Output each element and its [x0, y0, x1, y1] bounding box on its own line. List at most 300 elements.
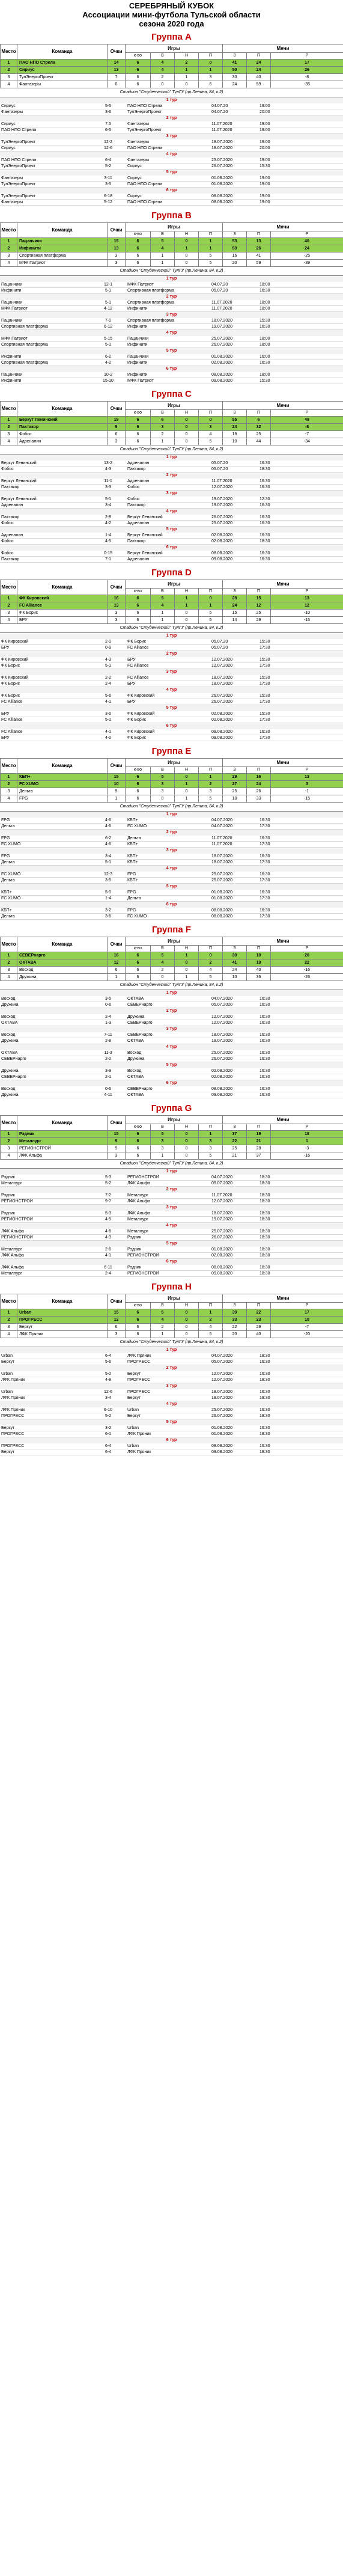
match-row: [0, 282, 343, 288]
match-row: [0, 842, 343, 848]
group-title: Группа D: [151, 568, 192, 578]
header-games-sub: П: [199, 1124, 223, 1131]
match-score: 6-18: [90, 194, 126, 200]
match-score: 5-1: [90, 497, 126, 503]
losses-cell: 1: [199, 245, 223, 252]
standings-row: [1, 595, 343, 602]
place-cell: 1: [1, 1309, 17, 1317]
tour-label: 5 тур: [0, 1419, 343, 1425]
header-points: Очки: [108, 759, 126, 774]
header-row: [1, 1294, 343, 1303]
points-cell: 3: [108, 438, 126, 445]
venue-label: Стадион "Студенческий" ТулГУ (пр.Ленина, 84, к.2): [120, 90, 223, 94]
match-date: 25.07.2020: [210, 1407, 258, 1413]
place-cell: 1: [1, 60, 17, 67]
away-team: РЕГИОНСТРОЙ: [126, 1253, 210, 1259]
home-team: БРУ: [0, 645, 90, 651]
match-date: 02.08.2020: [210, 539, 258, 545]
match-score: 4-6: [90, 1229, 126, 1235]
away-team: ОКТАВА: [126, 1092, 210, 1098]
header-points: Очки: [108, 223, 126, 238]
match-score: 6-10: [90, 1407, 126, 1413]
home-team: СЕВЕРнарго: [0, 1074, 90, 1080]
match-time: 16:30: [258, 729, 343, 735]
match-time: 16:30: [258, 533, 343, 539]
home-team: Спортивная платформа: [0, 360, 90, 366]
away-team: Рэдник: [126, 1235, 210, 1241]
match-row: [0, 1413, 343, 1419]
match-date: 04.07.20: [210, 103, 258, 109]
match-score: 4-2: [90, 521, 126, 527]
home-team: Пахтакор: [0, 485, 90, 491]
home-team: ПРОГРЕСС: [0, 1443, 90, 1449]
games-cell: 6: [126, 245, 151, 252]
away-team: Urban: [126, 1407, 210, 1413]
standings-table: [0, 758, 343, 803]
match-date: 05.07.20: [210, 460, 258, 467]
match-score: 4-5: [90, 1217, 126, 1223]
goal-diff-cell: 13: [271, 774, 343, 781]
goals-for-cell: 10: [223, 974, 247, 981]
match-time: 15:30: [258, 675, 343, 681]
goals-against-cell: 21: [247, 1138, 271, 1145]
match-time: 18:30: [258, 1449, 343, 1455]
goals-against-cell: 24: [247, 67, 271, 74]
away-team: ПАО НПО Стрела: [126, 182, 210, 188]
match-time: 18:30: [258, 1395, 343, 1401]
match-score: 0-15: [90, 551, 126, 557]
goals-against-cell: 59: [247, 81, 271, 88]
team-cell: ПАО НПО Стрела: [17, 60, 108, 67]
home-team: МФК Патриот: [0, 306, 90, 312]
match-time: 18:30: [258, 1211, 343, 1217]
goal-diff-cell: 22: [271, 959, 343, 967]
match-date: 04.07.2020: [210, 818, 258, 824]
team-cell: Пацанчики: [17, 238, 108, 245]
match-row: [0, 503, 343, 509]
home-team: ФК Борис: [0, 663, 90, 669]
match-date: 01.08.2020: [210, 896, 258, 902]
wins-cell: 5: [151, 595, 175, 602]
home-team: Спортивная платформа: [0, 324, 90, 330]
tour-row: [0, 651, 343, 657]
match-date: 11.07.2020: [210, 306, 258, 312]
header-team: Команда: [17, 1294, 108, 1309]
tour-row: [0, 848, 343, 854]
team-cell: КБП+: [17, 774, 108, 781]
header-goals-sub: П: [247, 231, 271, 238]
goals-for-cell: 24: [223, 81, 247, 88]
match-row: [0, 1092, 343, 1098]
draws-cell: 1: [175, 974, 199, 981]
match-date: 08.08.2020: [210, 908, 258, 914]
goals-for-cell: 30: [223, 952, 247, 959]
wins-cell: 6: [151, 417, 175, 424]
games-cell: 6: [126, 959, 151, 967]
match-time: 15:30: [258, 711, 343, 717]
match-date: 08.08.2020: [210, 194, 258, 200]
home-team: ФК Кировский: [0, 675, 90, 681]
group-title: Группа F: [151, 925, 192, 935]
goal-diff-cell: -25: [271, 252, 343, 260]
standings-row: [1, 1138, 343, 1145]
match-score: 10-2: [90, 372, 126, 378]
goal-diff-cell: -3: [271, 1145, 343, 1152]
match-time: 15:30: [258, 693, 343, 699]
match-date: 09.08.2020: [210, 1449, 258, 1455]
team-cell: РЕГИОНСТРОЙ: [17, 1145, 108, 1152]
match-row: [0, 699, 343, 705]
match-time: 16:30: [258, 515, 343, 521]
header-row: [1, 1116, 343, 1124]
match-row: [0, 657, 343, 663]
group-section: [0, 1102, 343, 1280]
away-team: Беркут: [126, 1395, 210, 1401]
match-date: 02.08.2020: [210, 1068, 258, 1074]
home-team: ТулЭнергоПроект: [0, 164, 90, 170]
points-cell: 3: [108, 617, 126, 624]
match-date: 25.07.2020: [210, 872, 258, 878]
header-team: Команда: [17, 223, 108, 238]
away-team: ПРОГРЕСС: [126, 1389, 210, 1395]
match-score: 6-4: [90, 1449, 126, 1455]
place-cell: 2: [1, 424, 17, 431]
away-team: Сириус: [126, 176, 210, 182]
match-row: [0, 854, 343, 860]
match-score: 0-9: [90, 645, 126, 651]
losses-cell: 0: [199, 60, 223, 67]
team-cell: ТулЭнергоПроект: [17, 74, 108, 81]
draws-cell: 1: [175, 952, 199, 959]
away-team: FC Alliance: [126, 675, 210, 681]
header-games-sub: П: [199, 946, 223, 952]
match-row: [0, 521, 343, 527]
match-time: 19:00: [258, 176, 343, 182]
away-team: МФК Патриот: [126, 282, 210, 288]
goal-diff-cell: -10: [271, 610, 343, 617]
place-cell: 4: [1, 974, 17, 981]
match-date: 18.07.2020: [210, 1032, 258, 1038]
tour-row: [0, 151, 343, 158]
goals-against-cell: 29: [247, 1324, 271, 1331]
header-place: Место: [1, 580, 17, 595]
standings-row: [1, 60, 343, 67]
standings-row: [1, 245, 343, 252]
tour-label: 2 тур: [0, 1365, 343, 1371]
away-team: Пацанчики: [126, 354, 210, 360]
match-time: 17:30: [258, 896, 343, 902]
match-time: 16:30: [258, 1389, 343, 1395]
home-team: ФК Кировский: [0, 657, 90, 663]
tour-label: 1 тур: [0, 990, 343, 996]
match-score: 3-4: [90, 1395, 126, 1401]
standings-row: [1, 795, 343, 803]
header-games-sub: Н: [175, 1303, 199, 1309]
away-team: Инфинити: [126, 306, 210, 312]
home-team: Фантазеры: [0, 200, 90, 206]
tour-label: 5 тур: [0, 705, 343, 711]
tour-row: [0, 705, 343, 711]
header-goals-sub: П: [247, 1303, 271, 1309]
tour-row: [0, 1044, 343, 1050]
match-date: 08.08.2020: [210, 200, 258, 206]
away-team: Металлург: [126, 1229, 210, 1235]
match-date: 12.07.2020: [210, 657, 258, 663]
tour-label: 6 тур: [0, 1437, 343, 1443]
points-cell: 15: [108, 774, 126, 781]
home-team: Дружина: [0, 1092, 90, 1098]
goals-against-cell: 32: [247, 424, 271, 431]
match-time: 19:00: [258, 139, 343, 145]
match-row: [0, 515, 343, 521]
home-team: Фантазеры: [0, 109, 90, 115]
header-place: Место: [1, 402, 17, 417]
match-row: [0, 1407, 343, 1413]
away-team: Инфинити: [126, 342, 210, 348]
place-cell: 4: [1, 260, 17, 267]
match-row: [0, 145, 343, 151]
place-cell: 2: [1, 245, 17, 252]
match-time: 20:00: [258, 145, 343, 151]
match-row: [0, 336, 343, 342]
match-date: 18.07.2020: [210, 681, 258, 687]
wins-cell: 4: [151, 959, 175, 967]
match-score: 5-2: [90, 1371, 126, 1377]
match-time: 19:00: [258, 127, 343, 133]
match-row: [0, 693, 343, 699]
place-cell: 4: [1, 81, 17, 88]
place-cell: 3: [1, 431, 17, 438]
header-games-sub: к-во: [126, 1303, 151, 1309]
header-goals: Мячи: [223, 223, 343, 231]
header-games: Игры: [126, 223, 223, 231]
away-team: ОКТАВА: [126, 996, 210, 1002]
match-score: 12-2: [90, 139, 126, 145]
away-team: Фантазеры: [126, 158, 210, 164]
standings-table: [0, 401, 343, 445]
match-score: 4-6: [90, 824, 126, 830]
place-cell: 2: [1, 781, 17, 788]
standings-row: [1, 602, 343, 610]
away-team: FPG: [126, 872, 210, 878]
tour-row: [0, 1223, 343, 1229]
away-team: Пахтакор: [126, 539, 210, 545]
place-cell: 1: [1, 774, 17, 781]
header-row: [1, 44, 343, 53]
goals-for-cell: 10: [223, 438, 247, 445]
away-team: Адреналин: [126, 460, 210, 467]
match-date: 25.07.2020: [210, 1229, 258, 1235]
losses-cell: 5: [199, 795, 223, 803]
home-team: Беркут: [0, 1449, 90, 1455]
wins-cell: 1: [151, 438, 175, 445]
home-team: FC Alliance: [0, 717, 90, 723]
match-score: 5-1: [90, 300, 126, 306]
points-cell: 1: [108, 795, 126, 803]
games-cell: 6: [126, 1152, 151, 1160]
match-date: 08.08.2020: [210, 1443, 258, 1449]
losses-cell: 1: [199, 602, 223, 610]
draws-cell: 1: [175, 245, 199, 252]
match-time: 18:30: [258, 1175, 343, 1181]
away-team: ФК Кировский: [126, 711, 210, 717]
match-row: [0, 158, 343, 164]
team-cell: Дельта: [17, 788, 108, 795]
match-score: 1-3: [90, 1020, 126, 1026]
goals-for-cell: 24: [223, 967, 247, 974]
points-cell: 13: [108, 245, 126, 252]
match-row: [0, 533, 343, 539]
match-time: 17:30: [258, 645, 343, 651]
games-cell: 6: [126, 610, 151, 617]
tour-label: 6 тур: [0, 188, 343, 194]
standings-row: [1, 1317, 343, 1324]
wins-cell: 2: [151, 1324, 175, 1331]
header-games: Игры: [126, 580, 223, 589]
match-date: 01.08.2020: [210, 1247, 258, 1253]
goal-diff-cell: 17: [271, 60, 343, 67]
points-cell: 16: [108, 595, 126, 602]
tour-row: [0, 545, 343, 551]
header-games-sub: В: [151, 410, 175, 417]
tour-row: [0, 1383, 343, 1389]
games-cell: 6: [126, 67, 151, 74]
match-score: 3-3: [90, 485, 126, 491]
header-games-sub: В: [151, 767, 175, 774]
home-team: БРУ: [0, 711, 90, 717]
match-score: 2-8: [90, 1038, 126, 1044]
goals-for-cell: 41: [223, 60, 247, 67]
header-games-sub: Н: [175, 767, 199, 774]
goals-against-cell: 36: [247, 974, 271, 981]
match-time: 16:30: [258, 1002, 343, 1008]
match-time: 16:30: [258, 854, 343, 860]
group-section: [0, 566, 343, 745]
place-cell: 3: [1, 1324, 17, 1331]
match-date: 02.08.2020: [210, 1074, 258, 1080]
tour-label: 2 тур: [0, 294, 343, 300]
match-date: 01.08.2020: [210, 1425, 258, 1431]
header-goals-sub: З: [223, 53, 247, 60]
match-score: 4-3: [90, 657, 126, 663]
match-score: 11-1: [90, 479, 126, 485]
draws-cell: 0: [175, 774, 199, 781]
tour-row: [0, 188, 343, 194]
wins-cell: 1: [151, 1152, 175, 1160]
goal-diff-cell: 10: [271, 1317, 343, 1324]
home-team: Urban: [0, 1371, 90, 1377]
match-date: 04.07.2020: [210, 1175, 258, 1181]
losses-cell: 3: [199, 424, 223, 431]
points-cell: 3: [108, 260, 126, 267]
home-team: СЕВЕРнарго: [0, 1056, 90, 1062]
tour-label: 5 тур: [0, 170, 343, 176]
match-score: 4-6: [90, 842, 126, 848]
tour-row: [0, 366, 343, 372]
home-team: Фобос: [0, 539, 90, 545]
match-score: 4-1: [90, 699, 126, 705]
tour-label: 6 тур: [0, 1259, 343, 1265]
draws-cell: 2: [175, 60, 199, 67]
home-team: FC XUMO: [0, 872, 90, 878]
match-date: 18.07.2020: [210, 1389, 258, 1395]
group-section: [0, 388, 343, 566]
place-cell: 2: [1, 1138, 17, 1145]
match-score: 0-6: [90, 1002, 126, 1008]
header-goals-sub: П: [247, 53, 271, 60]
draws-cell: 0: [175, 1145, 199, 1152]
match-row: [0, 914, 343, 920]
match-score: 12-6: [90, 1389, 126, 1395]
match-row: [0, 735, 343, 741]
header-place: Место: [1, 1294, 17, 1309]
home-team: ПАО НПО Стрела: [0, 158, 90, 164]
tour-label: 2 тур: [0, 1187, 343, 1193]
home-team: ТулЭнергоПроект: [0, 194, 90, 200]
away-team: Адреналин: [126, 521, 210, 527]
goals-against-cell: 26: [247, 245, 271, 252]
group-title: Группа G: [151, 1103, 192, 1113]
match-date: 02.08.2020: [210, 360, 258, 366]
away-team: ЛФК Пряник: [126, 1353, 210, 1359]
team-cell: FPG: [17, 795, 108, 803]
match-row: [0, 354, 343, 360]
tour-row: [0, 1437, 343, 1443]
header-row: [1, 402, 343, 410]
match-row: [0, 306, 343, 312]
away-team: ОКТАВА: [126, 1038, 210, 1044]
match-time: 16:30: [258, 908, 343, 914]
games-cell: 6: [126, 1317, 151, 1324]
match-date: 08.08.2020: [210, 1265, 258, 1271]
goals-against-cell: 41: [247, 252, 271, 260]
goals-against-cell: 6: [247, 417, 271, 424]
away-team: Металлург: [126, 1217, 210, 1223]
away-team: Фобос: [126, 497, 210, 503]
team-cell: Металлург: [17, 1138, 108, 1145]
match-time: 18:30: [258, 1235, 343, 1241]
match-row: [0, 645, 343, 651]
schedule-table: [0, 632, 343, 741]
goal-diff-cell: 1: [271, 1138, 343, 1145]
venue-label: Стадион "Студенческий" ТулГУ (пр.Ленина, 84, к.2): [120, 983, 223, 987]
match-time: 18:00: [258, 336, 343, 342]
match-date: 26.07.2020: [210, 164, 258, 170]
match-time: 16:30: [258, 485, 343, 491]
match-row: [0, 194, 343, 200]
tour-label: 3 тур: [0, 1383, 343, 1389]
match-time: 20:00: [258, 109, 343, 115]
away-team: Пахтакор: [126, 503, 210, 509]
tour-row: [0, 115, 343, 121]
match-date: 08.08.2020: [210, 914, 258, 920]
games-cell: 6: [126, 438, 151, 445]
home-team: Инфинити: [0, 378, 90, 384]
home-team: ФК Кировский: [0, 639, 90, 645]
header-games: Игры: [126, 1294, 223, 1303]
away-team: Беркут Ленинский: [126, 551, 210, 557]
draws-cell: 0: [175, 1324, 199, 1331]
games-cell: 6: [126, 1309, 151, 1317]
team-cell: Инфинити: [17, 245, 108, 252]
away-team: FC Alliance: [126, 645, 210, 651]
goals-against-cell: 40: [247, 74, 271, 81]
home-team: Восход: [0, 1014, 90, 1020]
match-date: 02.08.2020: [210, 533, 258, 539]
team-cell: Беркут Ленинский: [17, 417, 108, 424]
match-time: 16:30: [258, 872, 343, 878]
draws-cell: 1: [175, 781, 199, 788]
